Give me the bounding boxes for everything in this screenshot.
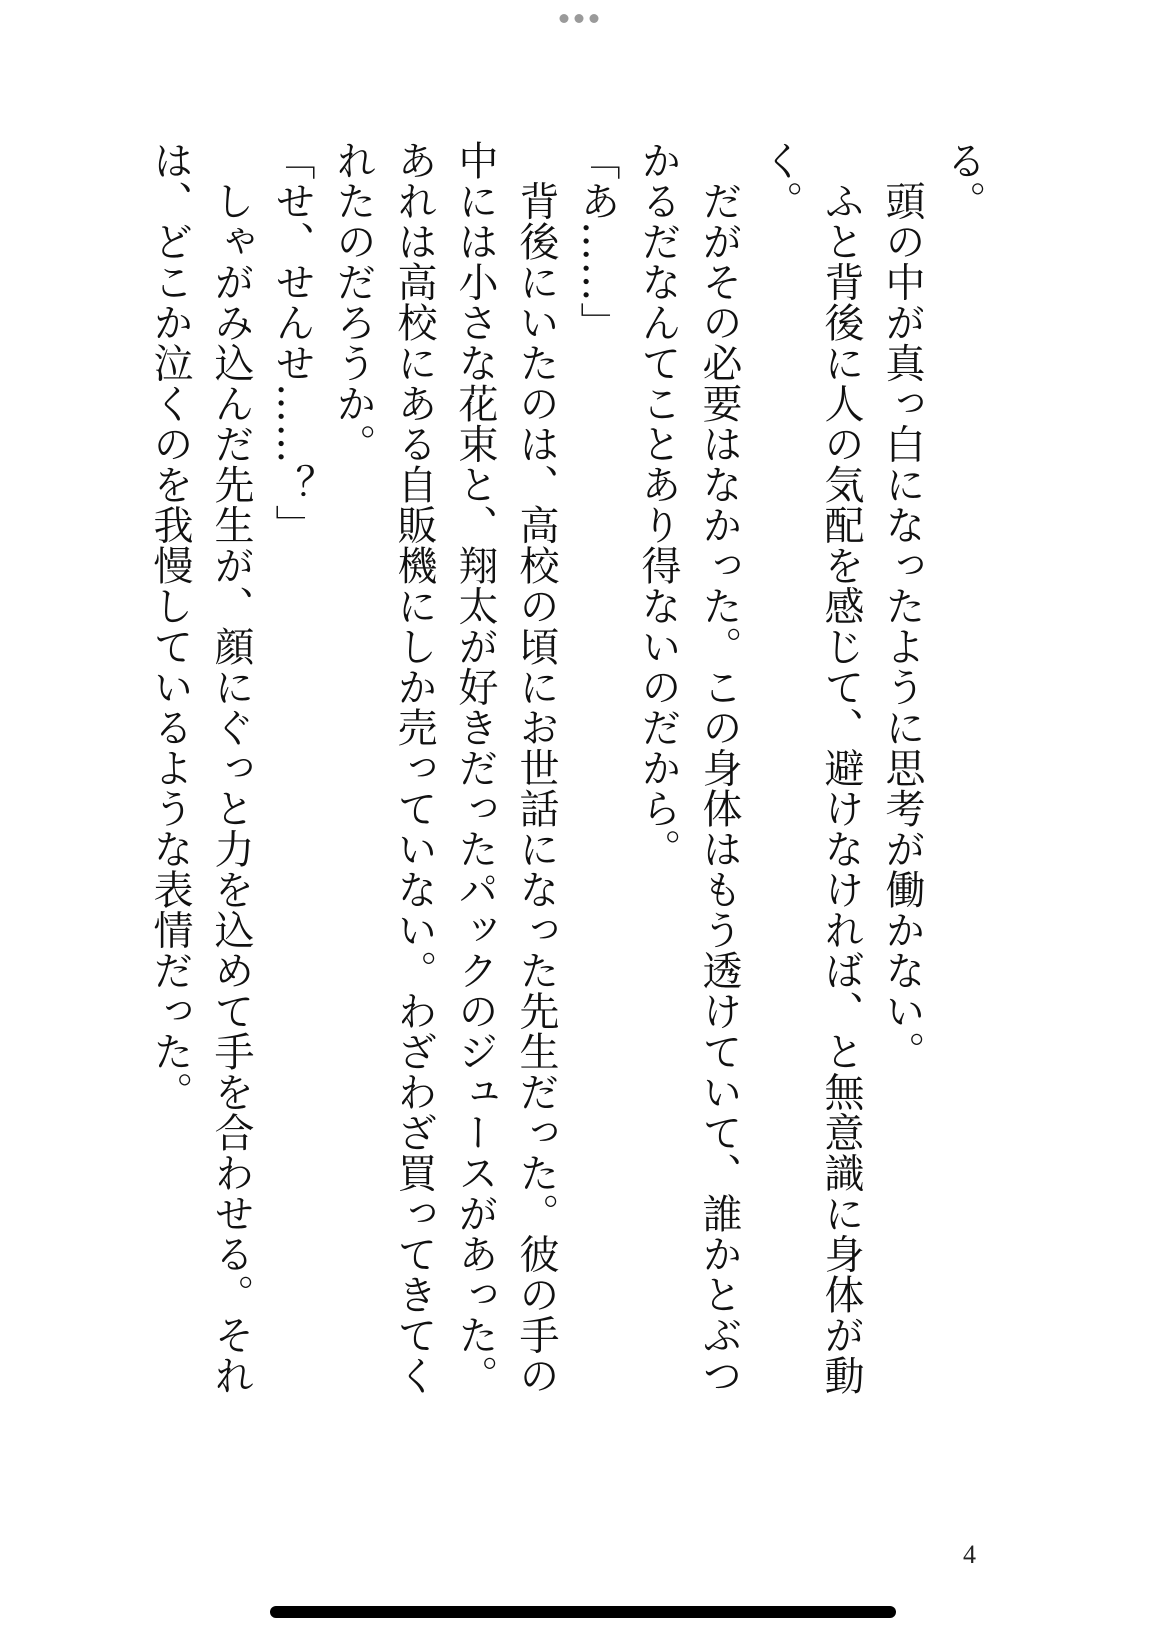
text-line: る。 [940, 140, 986, 221]
text-line: 「あ……」 [574, 140, 620, 343]
text-line: あれは高校にある自販機にしか売っていない。わざわざ買ってきてく [391, 140, 437, 1396]
text-line: かるだなんてことあり得ないのだから。 [635, 140, 681, 869]
text-line: は、どこか泣くのを我慢しているような表情だった。 [147, 140, 193, 1112]
page-body-text [139, 140, 993, 1540]
page-number: 4 [963, 1540, 976, 1569]
more-options-dot [575, 14, 584, 23]
text-line: 頭の中が真っ白になったように思考が働かない。 [879, 140, 925, 1072]
text-line: しゃがみ込んだ先生が、顔にぐっと力を込めて手を合わせる。それ [208, 140, 254, 1396]
text-line: 「せ、せんせ……？」 [269, 140, 315, 545]
home-indicator-bar[interactable] [270, 1606, 896, 1618]
text-line: 中には小さな花束と、翔太が好きだったパックのジュースがあった。 [452, 140, 498, 1396]
more-options-dot [560, 14, 569, 23]
text-line: れたのだろうか。 [330, 140, 376, 464]
text-line: 背後にいたのは、高校の頃にお世話になった先生だった。彼の手の [513, 140, 559, 1396]
text-line: ふと背後に人の気配を感じて、避けなければ、と無意識に身体が動 [818, 140, 864, 1396]
more-options-dot [590, 14, 599, 23]
text-line: だがその必要はなかった。この身体はもう透けていて、誰かとぶつ [696, 140, 742, 1396]
text-line: く。 [757, 140, 803, 221]
more-options-icon[interactable] [560, 14, 599, 23]
